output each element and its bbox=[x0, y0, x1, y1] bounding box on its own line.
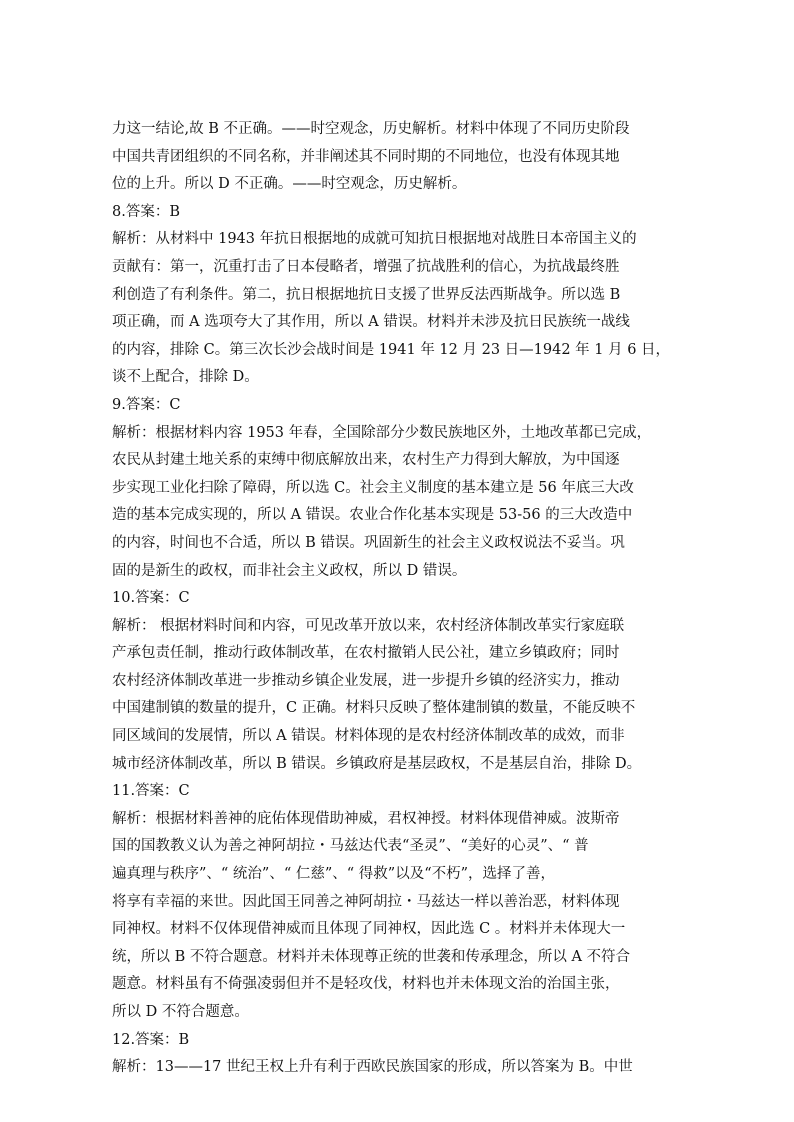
answer-heading: 9.答案：C bbox=[112, 396, 181, 413]
text-line: 的内容，排除 C。第三次长沙会战时间是 1941 年 12 月 23 日—1942 年 1 月 6 日， bbox=[112, 341, 671, 358]
text-line: 利创造了有利条件。第二，抗日根据地抗日支援了世界反法西斯战争。所以选 B bbox=[112, 286, 621, 303]
text-line: 遍真理与秩序”、“ 统治”、“ 仁慈”、“ 得救”以及“不朽”，选择了善， bbox=[112, 866, 556, 883]
answer-heading: 12.答案：B bbox=[112, 1031, 190, 1048]
text-line: 农村经济体制改革进一步推动乡镇企业发展，进一步提升乡镇的经济实力，推动 bbox=[112, 672, 620, 689]
text-line: 解析：根据材料善神的庇佑体现借助神威，君权神授。材料体现借神威。波斯帝 bbox=[112, 810, 620, 827]
text-line: 产承包责任制，推动行政体制改革，在农村撤销人民公社，建立乡镇政府；同时 bbox=[112, 645, 620, 662]
text-line: 中国建制镇的数量的提升，C 正确。材料只反映了整体建制镇的数量，不能反映不 bbox=[112, 700, 636, 717]
text-line: 贡献有：第一，沉重打击了日本侵略者，增强了抗战胜利的信心，为抗战最终胜 bbox=[112, 258, 620, 275]
text-line: 农民从封建土地关系的束缚中彻底解放出来，农村生产力得到大解放，为中国逐 bbox=[112, 452, 620, 469]
text-line: 谈不上配合，排除 D。 bbox=[112, 369, 259, 386]
text-line: 统，所以 B 不符合题意。材料并未体现尊正统的世袭和传承理念，所以 A 不符合 bbox=[112, 948, 631, 965]
text-line: 步实现工业化扫除了障碍，所以选 C。社会主义制度的基本建立是 56 年底三大改 bbox=[112, 479, 634, 496]
text-line: 将享有幸福的来世。因此国王同善之神阿胡拉・马兹达一样以善治恶，材料体现 bbox=[112, 893, 620, 910]
text-line: 同神权。材料不仅体现借神威而且体现了同神权，因此选 C 。材料并未体现大一 bbox=[112, 921, 626, 938]
text-line: 固的是新生的政权，而非社会主义政权，所以 D 错误。 bbox=[112, 562, 467, 579]
text-line: 解析： 根据材料时间和内容，可见改革开放以来，农村经济体制改革实行家庭联 bbox=[112, 617, 625, 634]
text-line: 力这一结论,故 B 不正确。——时空观念，历史解析。材料中体现了不同历史阶段 bbox=[112, 121, 630, 137]
text-line: 国的国教教义认为善之神阿胡拉・马兹达代表“圣灵”、“美好的心灵”、“ 普 bbox=[112, 838, 589, 855]
answer-heading: 11.答案：C bbox=[112, 783, 190, 800]
document-body bbox=[112, 116, 685, 1082]
text-line: 项正确，而 A 选项夸大了其作用，所以 A 错误。材料并未涉及抗日民族统一战线 bbox=[112, 314, 630, 331]
answer-heading: 8.答案：B bbox=[112, 203, 180, 220]
text-line: 解析：13——17 世纪王权上升有利于西欧民族国家的形成，所以答案为 B。中世 bbox=[112, 1059, 633, 1076]
text-line: 解析：根据材料内容 1953 年春，全国除部分少数民族地区外，土地改革都已完成， bbox=[112, 424, 652, 441]
text-line: 题意。材料虽有不倚强凌弱但并不是轻攻伐，材料也并未体现文治的治国主张， bbox=[112, 976, 620, 993]
text-line: 位的上升。所以 D 不正确。——时空观念，历史解析。 bbox=[112, 176, 467, 193]
text-line: 城市经济体制改革，所以 B 错误。乡镇政府是基层政权，不是基层自治，排除 D。 bbox=[112, 755, 642, 772]
text-line: 所以 D 不符合题意。 bbox=[112, 1004, 249, 1020]
text-line: 的内容，时间也不合适，所以 B 错误。巩固新生的社会主义政权说法不妥当。巩 bbox=[112, 534, 625, 551]
text-line: 中国共青团组织的不同名称，并非阐述其不同时期的不同地位，也没有体现其地 bbox=[112, 148, 620, 165]
text-line: 造的基本完成实现的，所以 A 错误。农业合作化基本实现是 53-56 的三大改造中 bbox=[112, 507, 633, 524]
answer-heading: 10.答案：C bbox=[112, 590, 190, 607]
text-line: 解析：从材料中 1943 年抗日根据地的成就可知抗日根据地对战胜日本帝国主义的 bbox=[112, 231, 637, 248]
text-line: 同区域间的发展情，所以 A 错误。材料体现的是农村经济体制改革的成效，而非 bbox=[112, 728, 625, 745]
